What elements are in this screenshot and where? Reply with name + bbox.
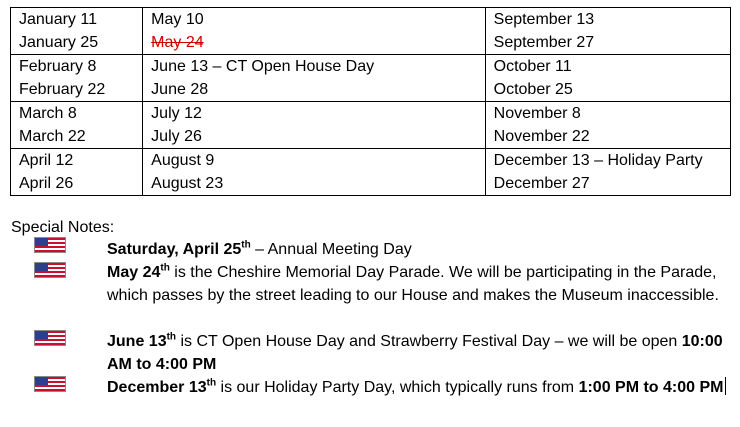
date-text: November 22 [493, 128, 590, 145]
date-text: April 12 [19, 152, 74, 169]
note-text: is CT Open House Day and Strawberry Festival Day – we will be open [176, 333, 682, 350]
table-cell [485, 8, 730, 55]
date-text: October 11 [493, 58, 572, 75]
flag-canton [35, 331, 48, 339]
table-row [11, 55, 731, 102]
table-cell [11, 102, 143, 149]
table-cell [143, 8, 485, 55]
schedule-table [10, 7, 731, 196]
date-text: May 10 [151, 11, 204, 28]
date-text: February 22 [19, 81, 106, 98]
table-cell [143, 102, 485, 149]
table-cell [143, 149, 485, 196]
table-row [11, 8, 731, 55]
note-item [107, 238, 732, 261]
date-text: October 25 [493, 81, 573, 98]
note-bold-time: 10:00 AM to 4:00 PM [107, 333, 723, 373]
note-bold-time: 1:00 PM to 4:00 PM [578, 379, 724, 396]
date-text: September 27 [493, 34, 595, 51]
note-item [107, 330, 732, 376]
table-cell [11, 149, 143, 196]
date-text: August 23 [151, 175, 224, 192]
note-text: is the Cheshire Memorial Day Parade. We will be participating in the Parade, which passes by the street leading to our House and makes the Museum inaccessible. [107, 264, 719, 304]
table-cell [143, 55, 485, 102]
table-cell [11, 8, 143, 55]
note-bold: May 24 [107, 264, 161, 281]
date-text: September 13 [493, 11, 595, 28]
note-sup: th [206, 377, 217, 389]
special-notes-heading: Special Notes: [11, 219, 115, 236]
date-text: December 13 – Holiday Party [493, 152, 703, 169]
date-text: March 8 [19, 105, 77, 122]
date-text: February 8 [19, 58, 97, 75]
cancelled-date-text: May 24 [151, 34, 204, 51]
date-text: August 9 [151, 152, 215, 169]
flag-canton [35, 238, 48, 246]
flag-canton [35, 377, 48, 385]
us-flag-icon [35, 238, 65, 252]
note-sup: th [160, 262, 170, 274]
table-cell [485, 55, 730, 102]
note-sup: th [166, 331, 177, 343]
date-text: April 26 [19, 175, 74, 192]
text-cursor [725, 377, 726, 395]
note-item [107, 261, 732, 307]
note-sup: th [241, 239, 251, 251]
table-row [11, 149, 731, 196]
table-cell [485, 149, 730, 196]
date-text: June 28 [151, 81, 209, 98]
date-text: November 8 [493, 105, 581, 122]
note-text: – Annual Meeting Day [250, 241, 412, 258]
date-text: July 26 [151, 128, 202, 145]
date-text: March 22 [19, 128, 86, 145]
table-cell [11, 55, 143, 102]
note-bold: December 13 [107, 379, 207, 396]
date-text: January 25 [19, 34, 99, 51]
note-text: is our Holiday Party Day, which typically runs from [216, 379, 579, 396]
table-row [11, 102, 731, 149]
date-text: January 11 [19, 11, 97, 28]
table-cell [485, 102, 730, 149]
note-bold: June 13 [107, 333, 167, 350]
us-flag-icon [35, 331, 65, 345]
note-bold: Saturday, April 25 [107, 241, 242, 258]
note-item [107, 376, 732, 399]
us-flag-icon [35, 377, 65, 391]
date-text: July 12 [151, 105, 202, 122]
date-text: June 13 – CT Open House Day [151, 58, 375, 75]
date-text: December 27 [493, 175, 590, 192]
us-flag-icon [35, 263, 65, 277]
flag-canton [35, 263, 48, 271]
